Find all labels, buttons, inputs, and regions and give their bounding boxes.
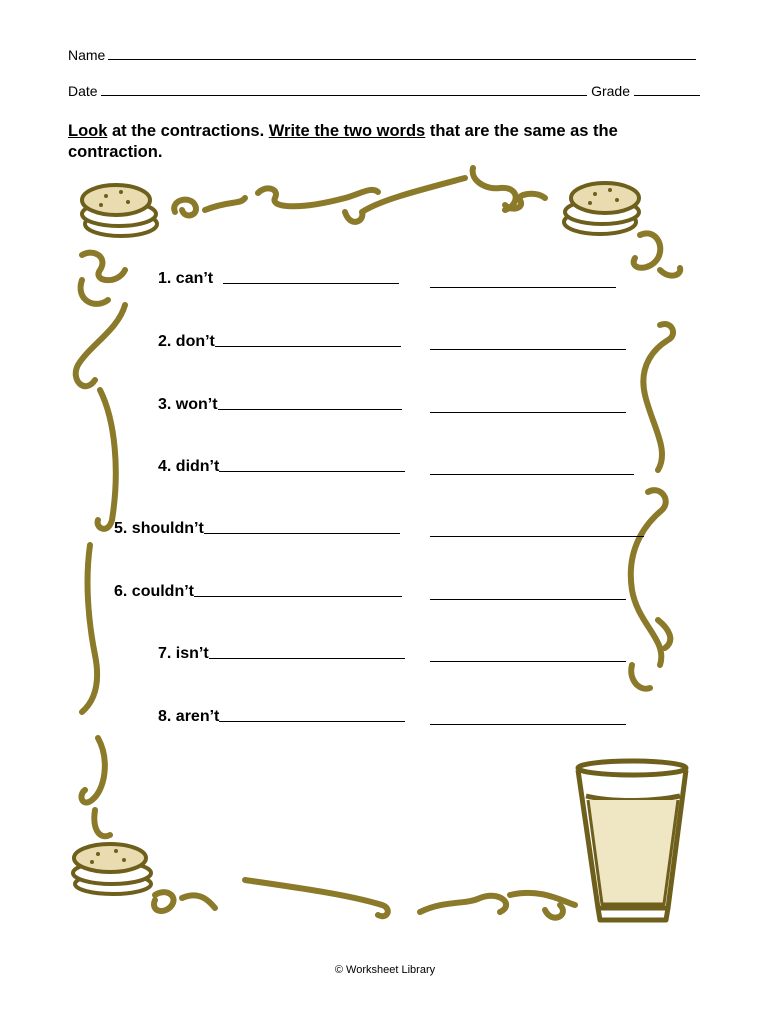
item-3-blank-2[interactable] — [430, 411, 626, 413]
item-8-blank-2[interactable] — [430, 723, 626, 725]
item-2 — [158, 329, 401, 351]
item-3-blank-1[interactable] — [218, 408, 402, 410]
swirl-left-6 — [81, 738, 104, 803]
item-2-blank-1[interactable] — [215, 345, 401, 347]
item-7-label: 7. isn’t — [158, 645, 209, 662]
instructions-look: Look — [68, 122, 108, 140]
swirl-left-3 — [76, 305, 125, 386]
swirl-left-2 — [81, 280, 108, 304]
item-7 — [158, 641, 405, 663]
swirl-bottom-2 — [182, 895, 215, 908]
name-line[interactable] — [108, 58, 696, 60]
swirl-right-1 — [634, 233, 661, 267]
item-7-blank-1[interactable] — [209, 657, 405, 659]
swirl-right-6 — [631, 665, 650, 689]
instructions-text-2: that are the same as the contraction. — [68, 122, 618, 161]
instructions-write: Write the two words — [268, 122, 426, 140]
footer-copyright: © Worksheet Library — [334, 964, 436, 976]
swirl-top-3 — [258, 188, 378, 206]
swirl-left-7 — [94, 810, 110, 836]
name-label: Name — [68, 47, 106, 63]
item-4-label: 4. didn’t — [158, 458, 220, 475]
swirl-bottom-4 — [420, 896, 506, 912]
swirl-top-6 — [505, 194, 545, 209]
item-1 — [158, 266, 399, 288]
item-2-blank-2[interactable] — [430, 348, 626, 350]
item-6-label: 6. couldn’t — [114, 583, 194, 600]
milk-glass-icon — [572, 758, 694, 928]
item-4 — [158, 454, 405, 476]
grade-label: Grade — [591, 83, 630, 99]
item-2-label: 2. don’t — [158, 333, 215, 350]
date-line[interactable] — [101, 94, 588, 96]
grade-line[interactable] — [634, 94, 700, 96]
item-6-blank-2[interactable] — [430, 598, 626, 600]
swirl-right-2 — [660, 268, 680, 276]
instructions-text-1: at the contractions. — [107, 122, 269, 140]
item-1-blank-2[interactable] — [430, 286, 616, 288]
swirl-bottom-3 — [245, 880, 388, 916]
swirl-top-1 — [174, 200, 196, 216]
cookie-stack-icon — [555, 176, 645, 238]
item-6 — [114, 579, 402, 601]
swirl-right-4 — [631, 490, 666, 665]
date-label: Date — [68, 83, 98, 99]
item-8-blank-1[interactable] — [219, 720, 405, 722]
item-6-blank-1[interactable] — [194, 595, 402, 597]
item-7-blank-2[interactable] — [430, 660, 626, 662]
item-4-blank-2[interactable] — [430, 473, 634, 475]
swirl-bottom-5 — [510, 893, 575, 905]
swirl-left-1 — [82, 253, 125, 280]
date-grade-row — [68, 83, 700, 99]
item-8-label: 8. aren’t — [158, 708, 220, 725]
instructions — [68, 121, 708, 163]
swirl-bottom-6 — [545, 905, 563, 918]
item-8 — [158, 704, 405, 726]
item-5-label: 5. shouldn’t — [114, 520, 204, 537]
swirl-right-3 — [643, 324, 673, 470]
cookie-stack-icon — [76, 178, 166, 240]
swirl-left-4 — [98, 390, 116, 529]
cookie-stack-icon — [68, 838, 158, 898]
item-5-blank-2[interactable] — [430, 535, 644, 537]
item-5 — [114, 516, 400, 538]
swirl-left-5 — [82, 545, 97, 712]
swirl-top-2 — [205, 198, 245, 210]
item-1-label: 1. can’t — [158, 270, 214, 287]
item-3 — [158, 392, 402, 414]
swirl-top-4 — [345, 178, 465, 222]
name-field[interactable] — [68, 47, 700, 63]
item-3-label: 3. won’t — [158, 396, 218, 413]
swirl-top-5 — [473, 168, 516, 210]
item-4-blank-1[interactable] — [219, 470, 405, 472]
item-1-blank-1[interactable] — [223, 282, 399, 284]
item-5-blank-1[interactable] — [204, 532, 400, 534]
